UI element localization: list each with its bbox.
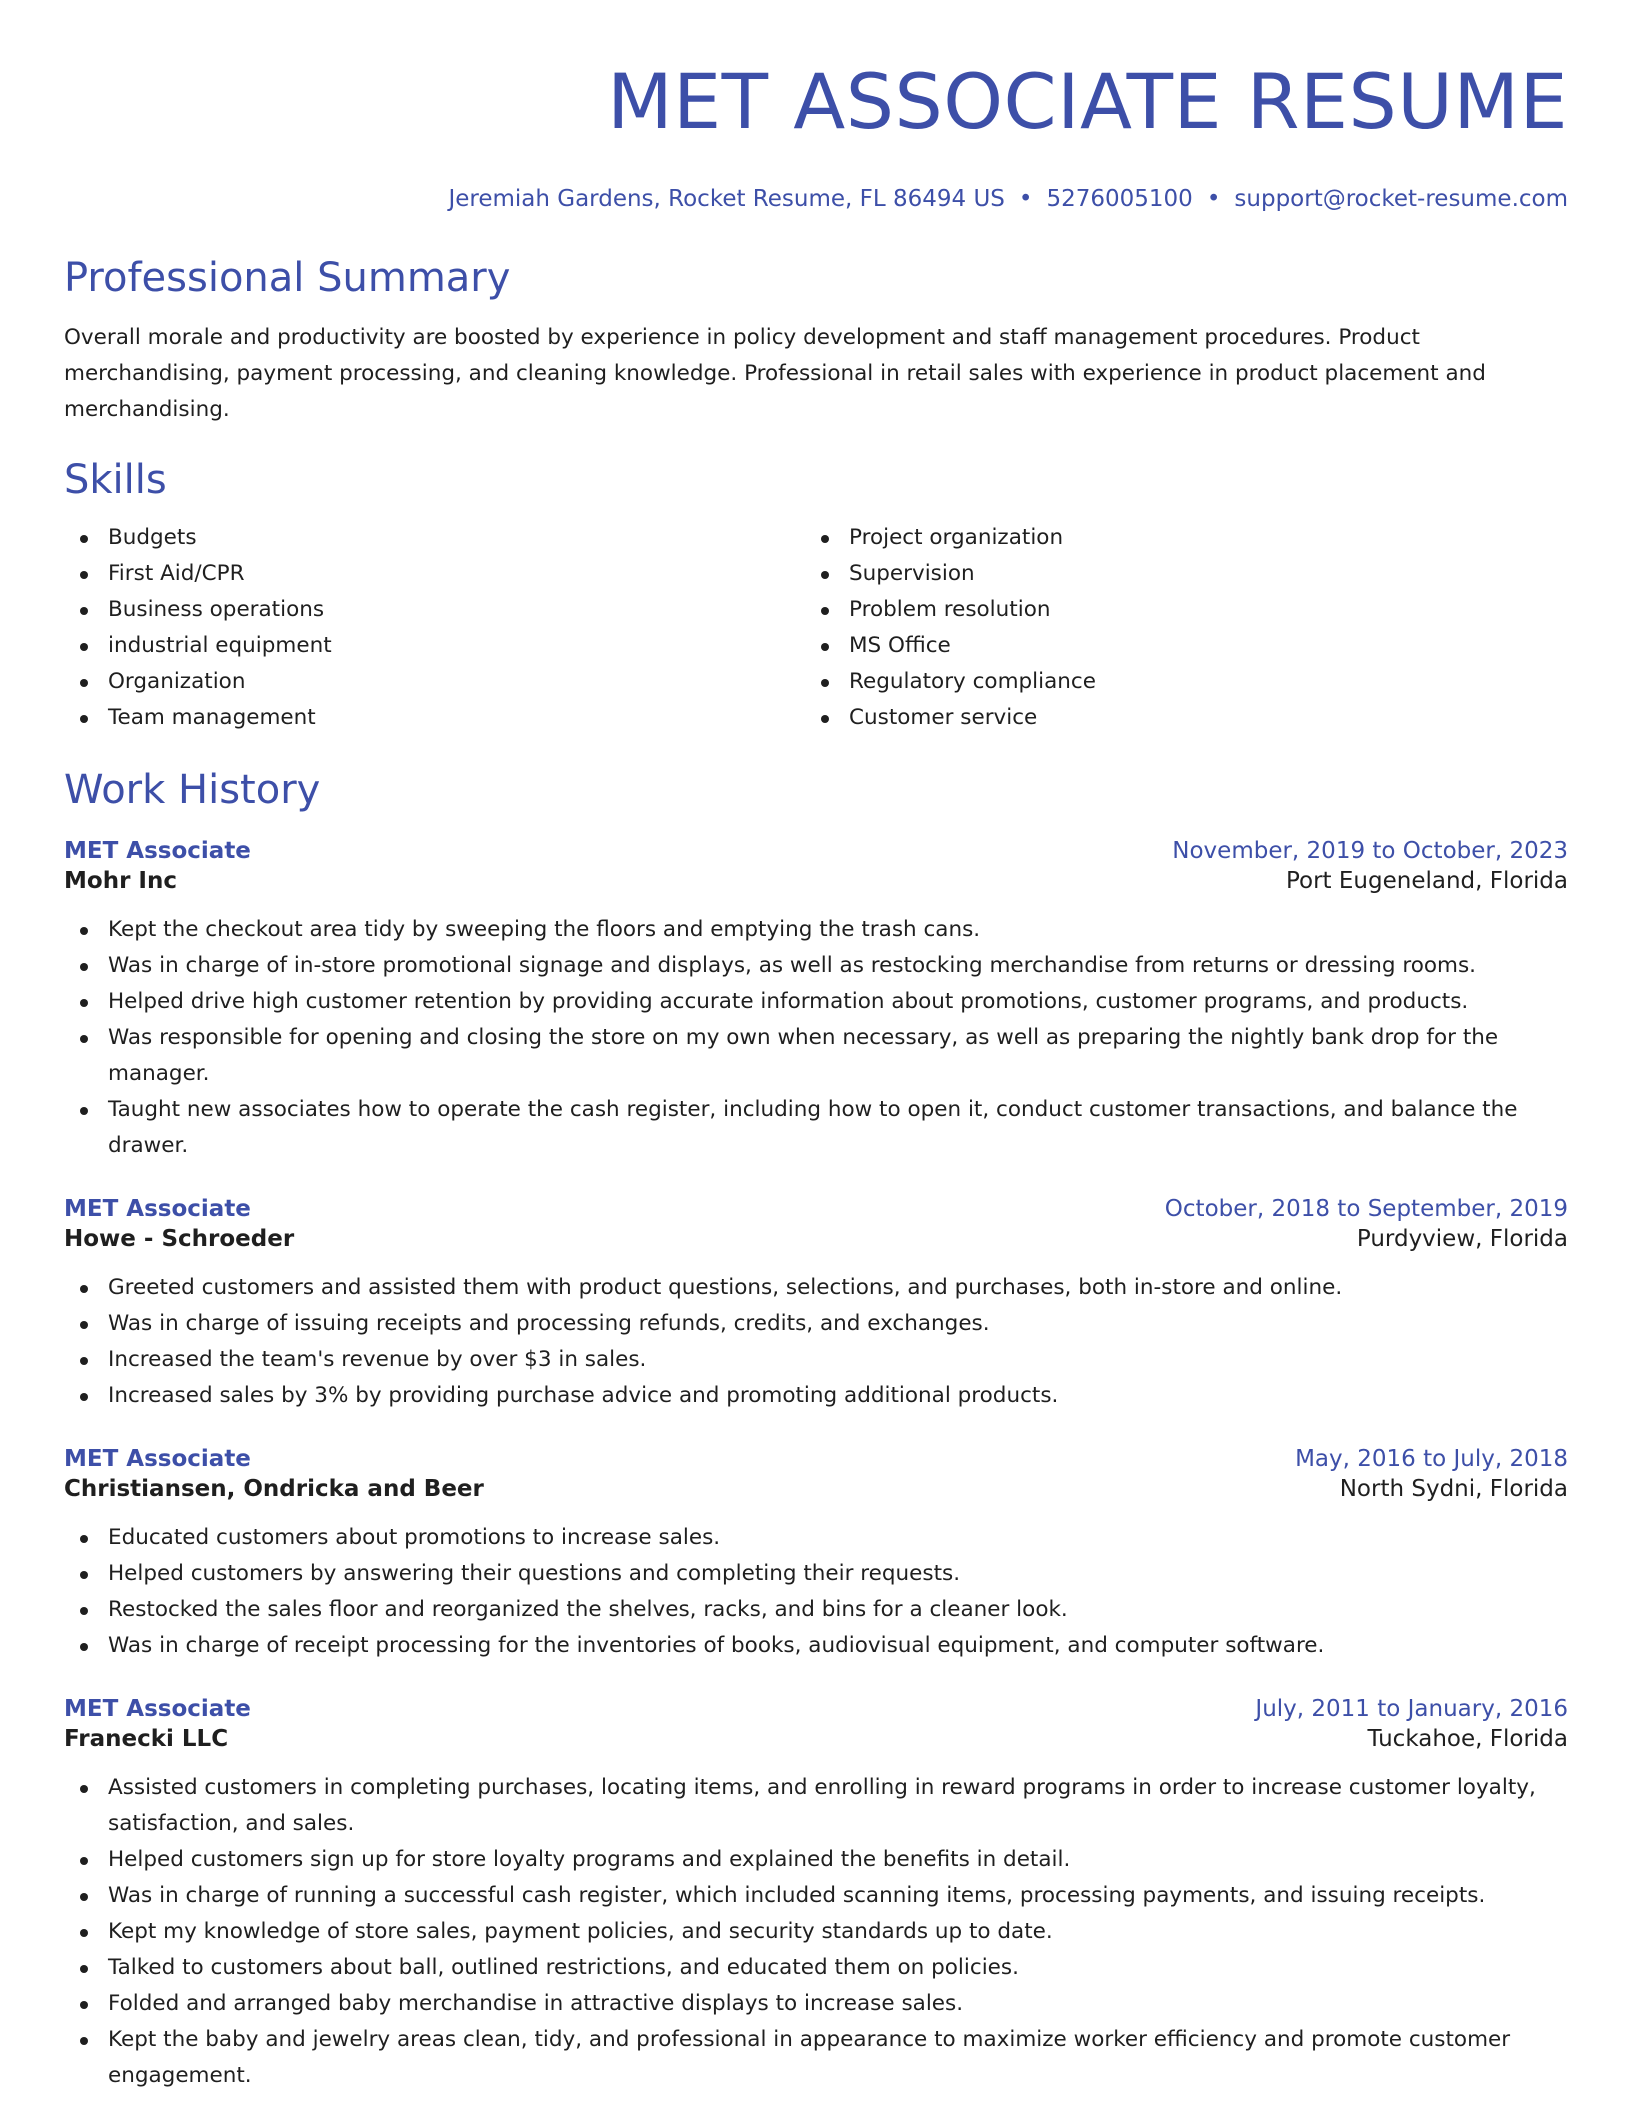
contact-separator: • — [1018, 186, 1033, 212]
job-entry — [64, 836, 1568, 1164]
job-dates: November, 2019 to October, 2023 — [1172, 838, 1568, 864]
skill-item: Customer service — [805, 700, 1405, 736]
job-header — [64, 836, 1568, 866]
job-header — [64, 1444, 1568, 1474]
job-company: Franecki LLC — [64, 1726, 229, 1752]
contact-separator: • — [1206, 186, 1221, 212]
job-entry — [64, 1444, 1568, 1664]
job-subheader — [64, 1724, 1568, 1754]
job-bullets — [64, 1520, 1568, 1664]
job-bullet: Increased sales by 3% by providing purchase advice and promoting additional products. — [64, 1378, 1568, 1414]
skills-column-left — [64, 520, 805, 736]
job-bullets — [64, 912, 1568, 1164]
job-title: MET Associate — [64, 838, 251, 864]
contact-phone: 5276005100 — [1046, 186, 1193, 212]
skill-item: Business operations — [64, 592, 805, 628]
job-title: MET Associate — [64, 1196, 251, 1222]
job-company: Mohr Inc — [64, 868, 177, 894]
skill-item: Organization — [64, 664, 805, 700]
job-subheader — [64, 1224, 1568, 1254]
job-bullet: Was in charge of running a successful cash register, which included scanning items, processing payments, and issuing receipts. — [64, 1878, 1568, 1914]
job-bullet: Restocked the sales floor and reorganized the shelves, racks, and bins for a cleaner look. — [64, 1592, 1568, 1628]
skills-heading: Skills — [64, 457, 167, 503]
skill-item: Supervision — [805, 556, 1405, 592]
resume-header — [64, 56, 1568, 214]
job-bullet: Taught new associates how to operate the cash register, including how to open it, conduct customer transactions, and balance the drawer. — [64, 1092, 1568, 1164]
skill-item: Regulatory compliance — [805, 664, 1405, 700]
skills-list — [64, 520, 1568, 736]
job-bullet: Helped customers sign up for store loyalty programs and explained the benefits in detail. — [64, 1842, 1568, 1878]
skill-item: Problem resolution — [805, 592, 1405, 628]
job-bullet: Helped drive high customer retention by providing accurate information about promotions, customer programs, and products. — [64, 984, 1568, 1020]
job-bullet: Was in charge of issuing receipts and processing refunds, credits, and exchanges. — [64, 1306, 1568, 1342]
contact-email: support@rocket-resume.com — [1234, 186, 1568, 212]
job-company: Howe - Schroeder — [64, 1226, 295, 1252]
skill-item: industrial equipment — [64, 628, 805, 664]
job-bullet: Kept my knowledge of store sales, payment policies, and security standards up to date. — [64, 1914, 1568, 1950]
job-entry — [64, 1694, 1568, 2094]
job-bullet: Folded and arranged baby merchandise in attractive displays to increase sales. — [64, 1986, 1568, 2022]
skills-column-right — [805, 520, 1405, 736]
job-bullets — [64, 1770, 1568, 2094]
job-bullet: Educated customers about promotions to increase sales. — [64, 1520, 1568, 1556]
job-dates: July, 2011 to January, 2016 — [1255, 1696, 1568, 1722]
job-entry — [64, 1194, 1568, 1414]
job-dates: May, 2016 to July, 2018 — [1295, 1446, 1568, 1472]
skill-item: Project organization — [805, 520, 1405, 556]
skill-item: Budgets — [64, 520, 805, 556]
job-company: Christiansen, Ondricka and Beer — [64, 1476, 484, 1502]
resume-title: MET ASSOCIATE RESUME — [607, 57, 1568, 146]
job-location: North Sydni, Florida — [1339, 1476, 1568, 1502]
work-history-heading: Work History — [64, 767, 321, 813]
job-bullet: Greeted customers and assisted them with product questions, selections, and purchases, both in-store and online. — [64, 1270, 1568, 1306]
job-bullet: Talked to customers about ball, outlined restrictions, and educated them on policies. — [64, 1950, 1568, 1986]
job-header — [64, 1694, 1568, 1724]
job-bullet: Increased the team's revenue by over $3 in sales. — [64, 1342, 1568, 1378]
job-bullet: Kept the checkout area tidy by sweeping the floors and emptying the trash cans. — [64, 912, 1568, 948]
summary-text: Overall morale and productivity are boosted by experience in policy development and staff management procedures. Product merchandising, payment processing, and cleaning knowledge. Professional in retail sales with experience in product placement and merchandising. — [64, 325, 1486, 422]
skill-item: MS Office — [805, 628, 1405, 664]
job-bullet: Was in charge of receipt processing for the inventories of books, audiovisual equipment, and computer software. — [64, 1628, 1568, 1664]
job-bullet: Was responsible for opening and closing the store on my own when necessary, as well as preparing the nightly bank drop for the manager. — [64, 1020, 1568, 1092]
contact-address: Jeremiah Gardens, Rocket Resume, FL 86494 US — [448, 186, 1005, 212]
contact-line — [64, 184, 1568, 214]
job-subheader — [64, 866, 1568, 896]
job-location: Port Eugeneland, Florida — [1285, 868, 1568, 894]
job-location: Purdyview, Florida — [1356, 1226, 1568, 1252]
skill-item: Team management — [64, 700, 805, 736]
job-bullet: Was in charge of in-store promotional signage and displays, as well as restocking merchandise from returns or dressing rooms. — [64, 948, 1568, 984]
job-title: MET Associate — [64, 1696, 251, 1722]
job-subheader — [64, 1474, 1568, 1504]
skill-item: First Aid/CPR — [64, 556, 805, 592]
job-bullet: Helped customers by answering their questions and completing their requests. — [64, 1556, 1568, 1592]
job-location: Tuckahoe, Florida — [1367, 1726, 1568, 1752]
job-bullets — [64, 1270, 1568, 1414]
job-header — [64, 1194, 1568, 1224]
job-title: MET Associate — [64, 1446, 251, 1472]
job-bullet: Kept the baby and jewelry areas clean, tidy, and professional in appearance to maximize worker efficiency and promote customer engagement. — [64, 2022, 1568, 2094]
summary-heading: Professional Summary — [64, 255, 511, 301]
job-dates: October, 2018 to September, 2019 — [1164, 1196, 1568, 1222]
job-bullet: Assisted customers in completing purchases, locating items, and enrolling in reward programs in order to increase customer loyalty, satisfaction, and sales. — [64, 1770, 1568, 1842]
